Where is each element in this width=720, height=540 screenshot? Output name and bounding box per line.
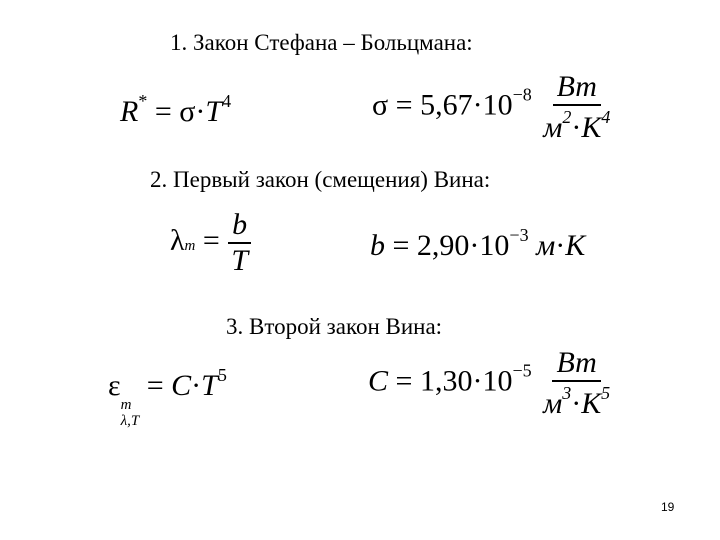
symbol-R-star: *: [138, 91, 148, 111]
power-base: 10: [482, 364, 513, 398]
symbol-b: b: [370, 229, 385, 262]
constant-value: 5,67: [420, 88, 473, 122]
dot-operator: ·: [469, 229, 480, 262]
dot-operator: ·: [191, 369, 202, 402]
unit-K: К: [565, 229, 586, 262]
symbol-epsilon: ε: [108, 369, 121, 402]
unit-m: м: [543, 387, 563, 420]
symbol-C: C: [171, 369, 192, 402]
dot-operator: ·: [472, 364, 483, 398]
equals-sign: =: [392, 229, 410, 262]
formula-wien-displacement: [170, 210, 252, 276]
symbol-R: R: [120, 95, 139, 128]
symbol-lambda: λ: [170, 223, 185, 257]
exponent: 4: [222, 91, 232, 111]
unit-K: К: [581, 387, 602, 420]
exponent: −8: [512, 84, 532, 105]
unit-m-exponent: 3: [562, 383, 572, 403]
constant-value: 2,90: [416, 229, 470, 262]
exponent: −3: [509, 225, 529, 245]
unit-m-exponent: 2: [562, 107, 572, 127]
heading-wien-second-law: 3. Второй закон Вина:: [226, 314, 443, 339]
exponent: 5: [217, 365, 227, 385]
unit-K-exponent: 4: [601, 107, 611, 127]
epsilon-indices: [121, 398, 140, 430]
unit-numerator: Вт: [552, 348, 600, 382]
unit-K-exponent: 5: [601, 383, 611, 403]
formula-C-constant: [368, 348, 614, 419]
epsilon-superscript: m: [120, 397, 132, 413]
fraction-b-over-T: [227, 210, 252, 276]
formula-sigma-constant: [372, 72, 614, 143]
dot-operator: ·: [555, 229, 566, 262]
symbol-sigma: σ: [179, 95, 196, 128]
unit-denominator: [539, 382, 614, 419]
symbol-T: T: [205, 95, 223, 128]
fraction-denominator: T: [231, 244, 248, 277]
dot-operator: ·: [472, 88, 483, 122]
heading-wien-first-law: 2. Первый закон (смещения) Вина:: [150, 167, 491, 192]
fraction-numerator: b: [228, 210, 251, 244]
unit-denominator: [539, 106, 614, 143]
symbol-sigma: σ: [372, 88, 389, 122]
dot-operator: ·: [195, 95, 206, 128]
power-base: 10: [482, 88, 513, 122]
heading-stefan-boltzmann: 1. Закон Стефана – Больцмана:: [170, 30, 473, 55]
unit-fraction: [539, 348, 614, 419]
page-number: 19: [661, 500, 675, 514]
power-base: 10: [479, 229, 510, 262]
equals-sign: =: [154, 95, 172, 128]
lambda-subscript: m: [184, 237, 196, 254]
unit-numerator: Вт: [553, 72, 601, 106]
unit-fraction: [539, 72, 614, 143]
constant-value: 1,30: [419, 364, 473, 398]
equals-sign: =: [395, 364, 413, 398]
unit-K: К: [581, 111, 602, 144]
equals-sign: =: [202, 223, 220, 257]
equals-sign: =: [146, 369, 164, 402]
symbol-T: T: [201, 369, 218, 402]
epsilon-subscript: λ,T: [120, 412, 140, 429]
dot-operator: ·: [571, 111, 582, 144]
symbol-C: C: [368, 364, 389, 398]
unit-m: м: [543, 111, 563, 144]
dot-operator: ·: [571, 387, 582, 420]
unit-m: м: [536, 229, 556, 262]
formula-b-constant: [370, 226, 585, 261]
formula-wien-second: [108, 366, 227, 430]
equals-sign: =: [395, 88, 413, 122]
exponent: −5: [512, 360, 532, 381]
formula-stefan-boltzmann: [120, 92, 231, 127]
